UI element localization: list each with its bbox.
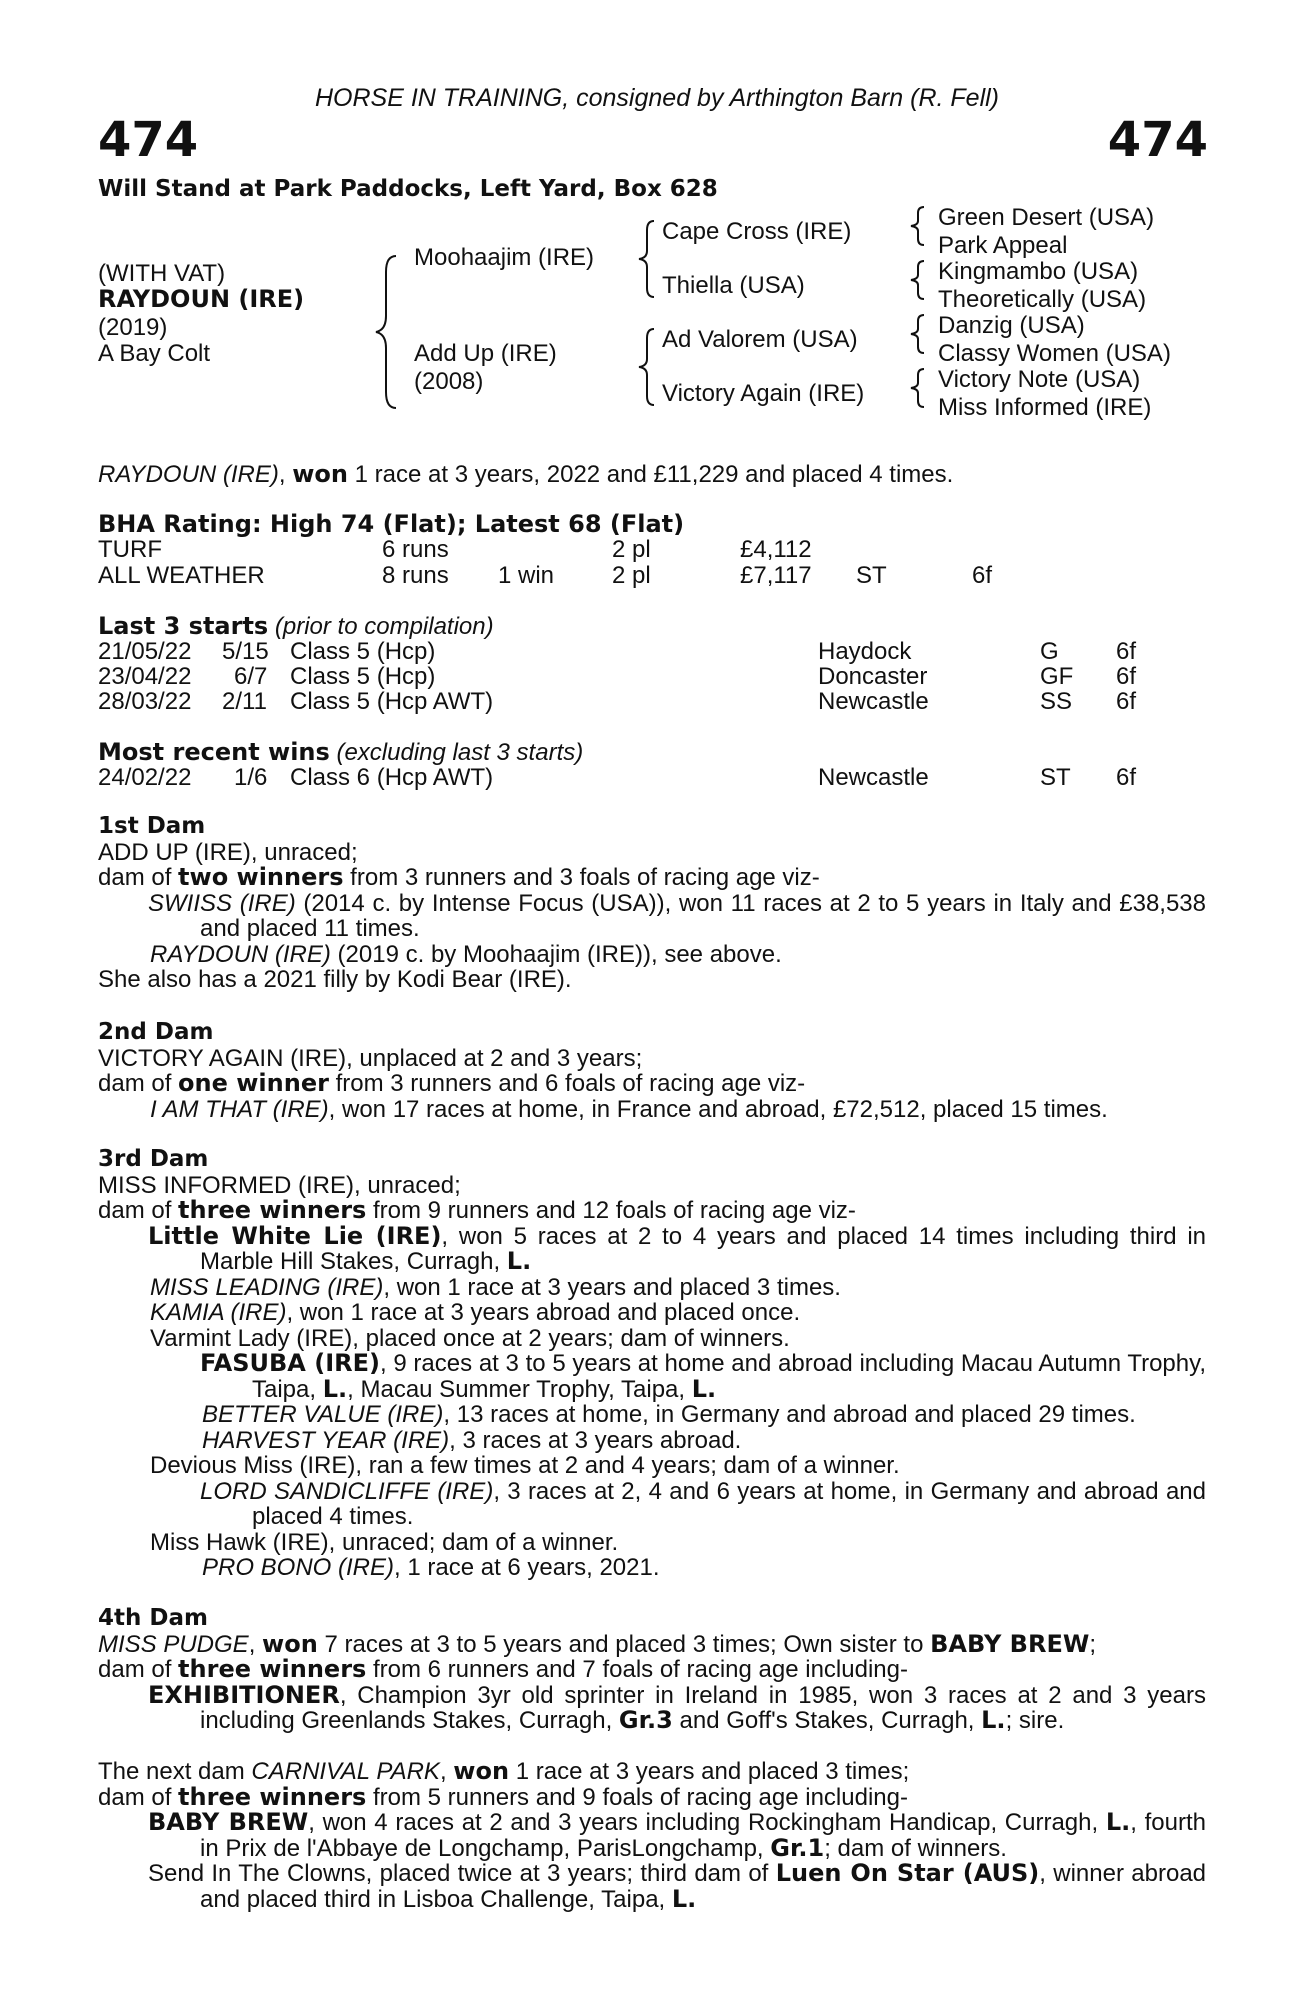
pedigree-brace-ds <box>908 312 928 356</box>
next-dam-section <box>98 1759 1206 1912</box>
offspring-entry: MISS LEADING (IRE), won 1 race at 3 years and placed 3 times. <box>150 1273 841 1301</box>
pedigree-dd-dam: Miss Informed (IRE) <box>938 394 1152 421</box>
start-going: GF <box>1040 663 1074 690</box>
rating-prize: £4,112 <box>740 536 812 563</box>
grand-offspring-entry: BETTER VALUE (IRE), 13 races at home, in Germany and abroad and placed 29 times. <box>202 1401 1136 1428</box>
last3-heading <box>98 612 494 641</box>
dam-produce-line: dam of three winners from 5 runners and 9 foals of racing age including- <box>98 1782 908 1811</box>
rating-wins: 1 win <box>498 562 555 589</box>
dam-produce-line: dam of two winners from 3 runners and 3 foals of racing age viz- <box>98 863 820 891</box>
rating-surface: TURF <box>98 536 162 563</box>
pedigree-sire: Moohaajim (IRE) <box>414 244 595 271</box>
rating-prize: £7,117 <box>740 562 812 589</box>
pedigree-sire-dam: Thiella (USA) <box>662 272 805 299</box>
grand-offspring-entry: FASUBA (IRE), 9 races at 3 to 5 years at home and abroad including Macau Autumn Trophy, Taipa, L., Macau Summer Trophy, Taipa, L. <box>200 1349 1207 1403</box>
offspring-entry: RAYDOUN (IRE) (2019 c. by Moohaajim (IRE)), see above. <box>150 940 782 968</box>
section-title: 3rd Dam <box>98 1146 209 1172</box>
pedigree-dam-dam: Victory Again (IRE) <box>662 380 865 407</box>
pedigree-brace-sd <box>908 258 928 302</box>
pedigree-sire-sire: Cape Cross (IRE) <box>662 218 852 245</box>
recent-wins-note: (excluding last 3 starts) <box>329 739 584 766</box>
dam-line: MISS PUDGE, won 7 races at 3 to 5 years and placed 3 times; Own sister to BABY BREW; <box>98 1629 1096 1658</box>
start-date: 21/05/22 <box>98 638 192 665</box>
pedigree-brace-dd <box>908 366 928 410</box>
pedigree-dam-sire: Ad Valorem (USA) <box>662 326 858 353</box>
pedigree-ss-dam: Park Appeal <box>938 232 1068 259</box>
pedigree-brace-ss <box>908 204 928 248</box>
pedigree-ss-sire: Green Desert (USA) <box>938 204 1155 231</box>
dam-line: ADD UP (IRE), unraced; <box>98 838 358 866</box>
pedigree-ds-sire: Danzig (USA) <box>938 312 1085 339</box>
offspring-entry: I AM THAT (IRE), won 17 races at home, in France and abroad, £72,512, placed 15 times. <box>150 1095 1108 1123</box>
start-position: 5/15 <box>222 638 269 665</box>
third-dam-section <box>98 1147 1206 1581</box>
horse-year: (2019) <box>98 314 168 341</box>
second-dam-section <box>98 1020 1206 1122</box>
offspring-entry: Send In The Clowns, placed twice at 3 years; third dam of Luen On Star (AUS), winner abroad and placed third in Lisboa Challenge, Taipa, L. <box>148 1859 1207 1913</box>
start-race: Class 5 (Hcp AWT) <box>290 688 494 715</box>
start-course: Newcastle <box>818 688 929 715</box>
first-dam-section <box>98 814 1206 993</box>
offspring-entry: Little White Lie (IRE), won 5 races at 2 to 4 years and placed 14 times including third in Marble Hill Stakes, Curragh, L. <box>148 1221 1206 1275</box>
horse-name: RAYDOUN (IRE) <box>98 285 305 313</box>
offspring-entry: EXHIBITIONER, Champion 3yr old sprinter in Ireland in 1985, won 3 races at 2 and 3 years including Greenlands Stakes, Curragh, Gr.3 and Goff's Stakes, Curragh, L.; sire. <box>148 1680 1206 1734</box>
last3-note: (prior to compilation) <box>268 613 494 640</box>
start-going: SS <box>1040 688 1073 715</box>
rating-going: ST <box>856 562 887 589</box>
vat-note: (WITH VAT) <box>98 260 226 287</box>
rating-placed: 2 pl <box>612 562 651 589</box>
start-distance: 6f <box>1116 663 1137 690</box>
rating-distance: 6f <box>972 562 993 589</box>
recent-wins-heading <box>98 738 583 767</box>
offspring-entry: BABY BREW, won 4 races at 2 and 3 years including Rockingham Handicap, Curragh, L., fourth in Prix de l'Abbaye de Longchamp, ParisLongchamp, Gr.1; dam of winners. <box>148 1808 1206 1862</box>
offspring-entry: Miss Hawk (IRE), unraced; dam of a winner. <box>150 1528 619 1556</box>
start-date: 28/03/22 <box>98 688 192 715</box>
start-position: 1/6 <box>234 764 268 791</box>
offspring-entry: Varmint Lady (IRE), placed once at 2 years; dam of winners. <box>150 1324 790 1352</box>
rating-runs: 8 runs <box>382 562 449 589</box>
dam-produce-line: dam of three winners from 9 runners and 12 foals of racing age viz- <box>98 1196 856 1224</box>
pedigree-dam: Add Up (IRE) <box>414 340 557 367</box>
start-race: Class 6 (Hcp AWT) <box>290 764 494 791</box>
dam-line: The next dam CARNIVAL PARK, won 1 race at 3 years and placed 3 times; <box>98 1757 910 1785</box>
start-distance: 6f <box>1116 688 1137 715</box>
summary-text: 1 race at 3 years, 2022 and £11,229 and placed 4 times. <box>347 461 954 488</box>
pedigree-sd-sire: Kingmambo (USA) <box>938 258 1139 285</box>
summary-horse-name: RAYDOUN (IRE) <box>98 461 279 488</box>
start-course: Newcastle <box>818 764 929 791</box>
grand-offspring-entry: HARVEST YEAR (IRE), 3 races at 3 years abroad. <box>202 1426 742 1454</box>
pedigree-ds-dam: Classy Women (USA) <box>938 340 1171 367</box>
offspring-entry: Devious Miss (IRE), ran a few times at 2 and 4 years; dam of a winner. <box>150 1452 900 1479</box>
fourth-dam-section <box>98 1606 1206 1734</box>
start-course: Doncaster <box>818 663 928 690</box>
horse-description: A Bay Colt <box>98 340 211 367</box>
start-course: Haydock <box>818 638 912 665</box>
start-distance: 6f <box>1116 638 1137 665</box>
pedigree-brace-dam <box>636 326 658 408</box>
rating-placed: 2 pl <box>612 536 651 563</box>
consignment-line: HORSE IN TRAINING, consigned by Arthington Barn (R. Fell) <box>314 84 1000 112</box>
pedigree-dd-sire: Victory Note (USA) <box>938 366 1141 393</box>
start-race: Class 5 (Hcp) <box>290 638 436 665</box>
race-summary: RAYDOUN (IRE), won 1 race at 3 years, 2022 and £11,229 and placed 4 times. <box>98 460 954 488</box>
grand-offspring-entry: LORD SANDICLIFFE (IRE), 3 races at 2, 4 and 6 years at home, in Germany and abroad and placed 4 times. <box>200 1477 1206 1530</box>
summary-won: won <box>292 460 348 488</box>
dam-produce-line: dam of three winners from 6 runners and 7 foals of racing age including- <box>98 1655 908 1683</box>
pedigree-dam-year: (2008) <box>414 368 484 395</box>
start-date: 24/02/22 <box>98 764 192 791</box>
start-position: 2/11 <box>222 688 267 715</box>
start-race: Class 5 (Hcp) <box>290 663 436 690</box>
dam-produce-line: dam of one winner from 3 runners and 6 foals of racing age viz- <box>98 1069 806 1097</box>
start-date: 23/04/22 <box>98 663 192 690</box>
start-position: 6/7 <box>234 663 268 690</box>
last3-title: Last 3 starts <box>98 612 269 640</box>
start-going: G <box>1040 638 1059 665</box>
pedigree-brace-main <box>372 252 402 412</box>
start-going: ST <box>1040 764 1071 791</box>
dam-line: VICTORY AGAIN (IRE), unplaced at 2 and 3 years; <box>98 1044 643 1072</box>
dam-line: MISS INFORMED (IRE), unraced; <box>98 1171 461 1199</box>
dam-note: She also has a 2021 filly by Kodi Bear (IRE). <box>98 966 572 993</box>
recent-wins-title: Most recent wins <box>98 738 330 766</box>
section-title: 1st Dam <box>98 813 206 839</box>
stand-location: Will Stand at Park Paddocks, Left Yard, Box 628 <box>98 176 718 202</box>
lot-number-left: 474 <box>98 112 199 168</box>
rating-title: BHA Rating: High 74 (Flat); Latest 68 (Flat) <box>98 510 685 538</box>
section-title: 2nd Dam <box>98 1019 214 1045</box>
rating-runs: 6 runs <box>382 536 449 563</box>
offspring-entry: KAMIA (IRE), won 1 race at 3 years abroad and placed once. <box>150 1299 801 1326</box>
section-title: 4th Dam <box>98 1605 208 1631</box>
offspring-entry: SWIISS (IRE) (2014 c. by Intense Focus (USA)), won 11 races at 2 to 5 years in Italy and £38,538 and placed 11 times. <box>148 889 1206 942</box>
pedigree-brace-sire <box>636 218 658 300</box>
rating-surface: ALL WEATHER <box>98 562 265 589</box>
start-distance: 6f <box>1116 764 1137 791</box>
grand-offspring-entry: PRO BONO (IRE), 1 race at 6 years, 2021. <box>202 1554 660 1581</box>
lot-number-right: 474 <box>1107 112 1208 168</box>
pedigree-sd-dam: Theoretically (USA) <box>938 286 1147 313</box>
